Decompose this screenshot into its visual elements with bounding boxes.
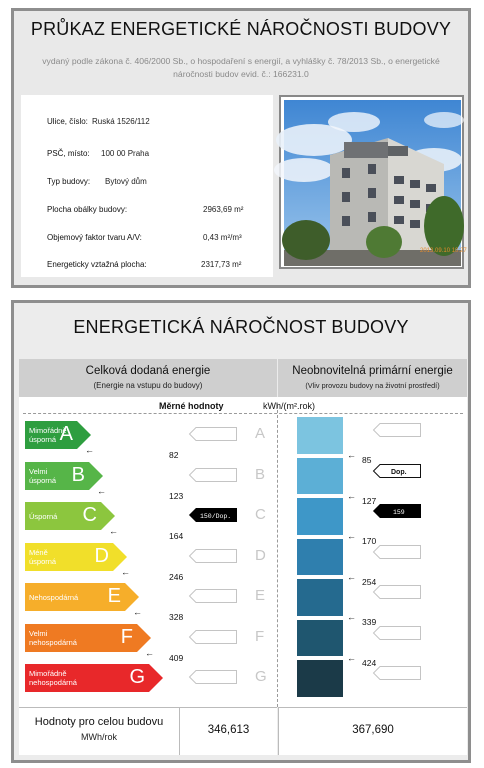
- class-letter: F: [120, 625, 133, 648]
- class-letter: D: [94, 544, 109, 567]
- left-threshold-tick: ←: [85, 445, 94, 455]
- blue-bar-f: [297, 620, 343, 657]
- right-threshold-tick: ←: [347, 571, 356, 582]
- left-header-title: Celková dodaná energie: [85, 365, 211, 377]
- type-value: Bytový dům: [105, 177, 147, 186]
- class-letter: E: [107, 585, 121, 607]
- left-outline-arrow: [189, 427, 237, 441]
- class-arrow-a: [25, 421, 91, 449]
- left-header-sub: (Energie na vstupu do budovy): [93, 381, 203, 390]
- class-label: Mimořádně nehospodárná: [29, 669, 77, 687]
- area-value: 2317,73 m²: [201, 260, 242, 269]
- class-label: Velmi nehospodárná: [29, 628, 77, 647]
- class-arrow-d: [25, 543, 127, 571]
- shape-row: [21, 233, 273, 247]
- footer-right-cell: [278, 707, 467, 755]
- left-threshold: 123: [169, 490, 184, 501]
- grade-letter-d: D: [255, 546, 266, 564]
- right-outline-arrow: [373, 585, 421, 599]
- scale-top-divider: [23, 413, 463, 414]
- grade-letter-f: F: [255, 627, 265, 645]
- building-photo-image: [284, 100, 467, 266]
- envelope-row: [21, 205, 273, 219]
- street-value: Ruská 1526/112: [92, 117, 150, 126]
- left-threshold-tick: ←: [121, 566, 130, 577]
- document-subtitle: vydaný podle zákona č. 406/2000 Sb., o hospodaření s energií, a vyhlášky č. 78/2013 Sb., o energetické náročnosti budov evid. č.: 166231.0: [42, 56, 440, 79]
- blue-bar-e: [297, 579, 343, 616]
- right-threshold-tick: ←: [347, 490, 356, 501]
- grade-letter-a: A: [255, 425, 266, 442]
- footer-left-cell: [179, 707, 277, 755]
- left-outline-arrow: [189, 549, 237, 563]
- footer-unit: MWh/rok: [81, 732, 117, 742]
- building-photo: [279, 95, 467, 269]
- unit-right-label: kWh/(m².rok): [263, 401, 315, 411]
- left-building-marker: [189, 508, 237, 522]
- class-arrow-body: [25, 664, 149, 692]
- grade-letter-b: B: [255, 465, 266, 483]
- class-letter: A: [59, 423, 73, 445]
- footer-label-cell: [19, 707, 179, 755]
- class-label: Velmi úsporná: [29, 466, 57, 485]
- psc-value: 100 00 Praha: [101, 149, 150, 158]
- right-marker-text: 159: [393, 509, 405, 516]
- document-title: PRŮKAZ ENERGETICKÉ NÁROČNOSTI BUDOVY: [30, 19, 452, 39]
- footer-left-value: 346,613: [207, 724, 250, 736]
- left-marker-text: 150/Dop.: [200, 513, 232, 520]
- area-label: Energeticky vztažná plocha:: [47, 260, 147, 269]
- building-card: [11, 8, 471, 288]
- class-arrow-body: [25, 543, 113, 571]
- left-threshold: 246: [169, 571, 184, 582]
- left-outline-arrow: [189, 589, 237, 603]
- footer-label: Hodnoty pro celou budovu: [34, 716, 164, 728]
- grade-letter-g: G: [255, 668, 267, 685]
- left-header: [19, 359, 277, 397]
- left-threshold: 328: [169, 612, 184, 622]
- grade-letter-e: E: [255, 587, 266, 604]
- blue-bar-g: [297, 660, 343, 697]
- left-threshold-tick: ←: [145, 647, 154, 658]
- right-outline-arrow: [373, 545, 421, 559]
- right-threshold-tick: ←: [347, 450, 356, 460]
- class-label: Nehospodárná: [29, 592, 79, 602]
- grade-letter-c: C: [255, 506, 266, 523]
- left-threshold: 409: [169, 652, 184, 663]
- right-outline-arrow: [373, 626, 421, 640]
- left-outline-arrow: [189, 670, 237, 684]
- area-row: [21, 260, 273, 274]
- class-arrow-body: [25, 421, 77, 449]
- right-threshold-tick: ←: [347, 531, 356, 541]
- section-title: ENERGETICKÁ NÁROČNOST BUDOVY: [73, 317, 409, 337]
- footer-right-value: 367,690: [352, 724, 394, 736]
- class-label: Úsporná: [29, 511, 58, 521]
- left-outline-arrow: [189, 630, 237, 644]
- scale-mid-divider: [277, 405, 278, 707]
- envelope-label: Plocha obálky budovy:: [47, 205, 128, 214]
- right-outline-arrow: [373, 423, 421, 437]
- right-building-marker: [373, 504, 421, 518]
- right-threshold-tick: ←: [347, 612, 356, 622]
- type-label: Typ budovy:: [47, 177, 91, 186]
- photo-date-stamp: 2013.09.10 10:27: [420, 248, 467, 254]
- class-label: Méně úsporná: [29, 547, 57, 566]
- building-info: [21, 95, 273, 277]
- blue-bar-b: [297, 458, 343, 495]
- energy-card: [11, 300, 471, 763]
- right-dop-text: Dop.: [391, 468, 407, 476]
- psc-label: PSČ, místo:: [47, 149, 90, 158]
- class-arrow-f: [25, 624, 151, 652]
- class-arrow-c: [25, 502, 115, 530]
- right-threshold: 339: [362, 617, 377, 627]
- right-header-sub: (Vliv provozu budovy na životní prostředí): [305, 381, 440, 390]
- right-header-title: Neobnovitelná primární energie: [292, 365, 453, 377]
- class-arrow-e: [25, 583, 139, 611]
- class-letter: B: [71, 463, 85, 486]
- left-threshold-tick: ←: [133, 607, 142, 617]
- energy-scale: [19, 397, 467, 707]
- right-requirement-marker: [373, 464, 421, 478]
- right-threshold: 424: [362, 657, 377, 668]
- left-threshold: 164: [169, 531, 184, 541]
- right-threshold: 85: [362, 455, 372, 465]
- class-arrow-body: [25, 624, 137, 652]
- class-letter: C: [82, 504, 97, 526]
- class-arrow-body: [25, 502, 101, 530]
- psc-row: [21, 149, 273, 163]
- right-outline-arrow: [373, 666, 421, 680]
- class-arrow-b: [25, 462, 103, 490]
- class-arrow-g: [25, 664, 163, 692]
- class-arrow-tip: [149, 664, 163, 692]
- shape-value: 0,43 m²/m³: [203, 233, 242, 242]
- shape-label: Objemový faktor tvaru A/V:: [47, 233, 142, 242]
- class-label: Mimořádně úsporná: [29, 426, 67, 444]
- left-threshold: 82: [169, 450, 179, 460]
- street-row: [21, 117, 273, 131]
- blue-bar-d: [297, 539, 343, 576]
- blue-bar-a: [297, 417, 343, 454]
- blue-bar-c: [297, 498, 343, 535]
- right-threshold-tick: ←: [347, 652, 356, 663]
- class-letter: G: [129, 666, 145, 688]
- right-header: [278, 359, 467, 397]
- class-arrow-body: [25, 462, 89, 490]
- envelope-value: 2963,69 m²: [203, 205, 244, 214]
- left-outline-arrow: [189, 468, 237, 482]
- unit-left-label: Měrné hodnoty: [159, 401, 224, 411]
- street-label: Ulice, číslo:: [47, 117, 88, 126]
- class-arrow-body: [25, 583, 125, 611]
- right-threshold: 254: [362, 576, 377, 587]
- left-threshold-tick: ←: [97, 485, 106, 496]
- right-threshold: 170: [362, 536, 377, 546]
- left-threshold-tick: ←: [109, 526, 118, 536]
- type-row: [21, 177, 273, 191]
- right-threshold: 127: [362, 495, 377, 506]
